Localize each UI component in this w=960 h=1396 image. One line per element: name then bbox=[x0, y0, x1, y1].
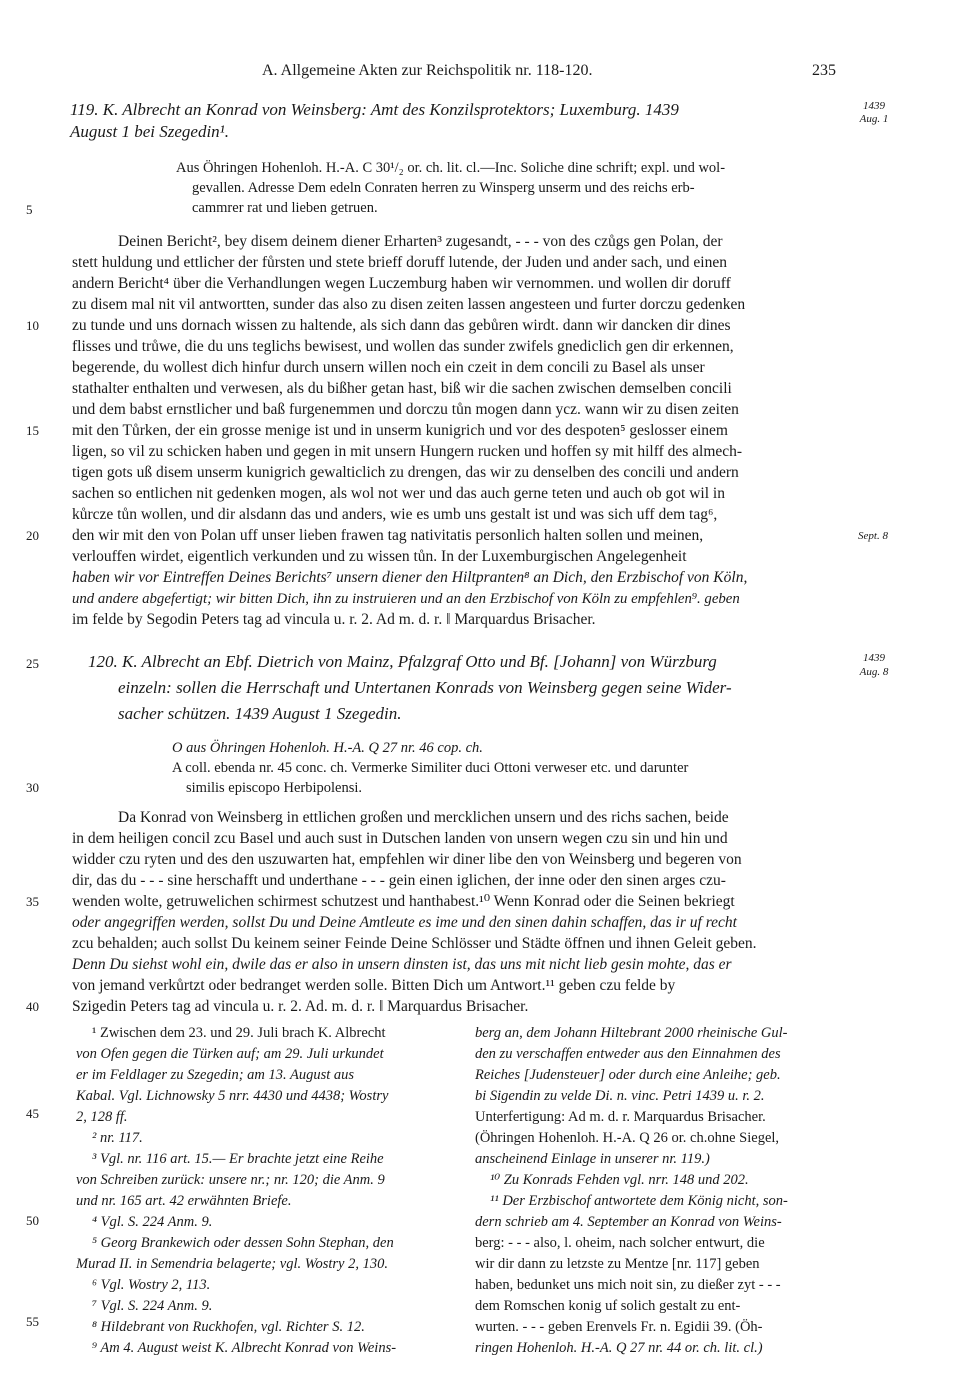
doc119-body-line: flisses und trůwe, die du uns teglichs bewisest, und wollen das sunder zwifels gnediclich gen dir erkennen, bbox=[72, 338, 734, 355]
doc120-title-line: 120. K. Albrecht an Ebf. Dietrich von Mainz, Pfalzgraf Otto und Bf. [Johann] von Würzburg bbox=[88, 652, 717, 671]
doc120-body-line: oder angegriffen werden, sollst Du und Deine Amtleute es ime und den sinen dahin schaffen, das ir uf recht bbox=[72, 914, 737, 931]
footnote-line: dern schrieb am 4. September an Konrad von Weins- bbox=[475, 1214, 782, 1230]
footnote-line: ⁴ Vgl. S. 224 Anm. 9. bbox=[92, 1214, 213, 1230]
footnote-line: ⁸ Hildebrant von Ruckhofen, vgl. Richter S. 12. bbox=[92, 1319, 365, 1335]
footnote-line: ¹ Zwischen dem 23. und 29. Juli brach K. Albrecht bbox=[92, 1025, 386, 1041]
doc119-body-line: den wir mit den von Polan uff unser lieben frawen tag nativitatis personlich halten sollen und meinen, bbox=[72, 527, 704, 544]
footnote-line: er im Feldlager zu Szegedin; am 13. August aus bbox=[76, 1067, 355, 1083]
doc119-body-line: ligen, so vil zu schicken haben und gegen in mit unsern Hungern rucken und hoffen sy mit hilff des almech- bbox=[72, 443, 743, 460]
doc119-margin-sept: Sept. 8 bbox=[858, 530, 888, 542]
footnote-line: den zu verschaffen entweder aus den Einnahmen des bbox=[475, 1046, 781, 1062]
doc120-body-line: Szigedin Peters tag ad vincula u. r. 2. Ad. m. d. r. ‖ Marquardus Brisacher. bbox=[72, 998, 529, 1015]
footnote-line: (Öhringen Hohenloh. H.-A. Q 26 or. ch.ohne Siegel, bbox=[475, 1130, 780, 1146]
footnote-line: ⁷ Vgl. S. 224 Anm. 9. bbox=[92, 1298, 213, 1314]
doc119-body-line: sachen so entlichen nit gedenken mogen, als wol not wer und das auch gerne teten und auch ob got wil in bbox=[72, 485, 725, 502]
doc120-source-line: similis episcopo Herbipolensi. bbox=[186, 780, 362, 796]
doc119-source-line: cammrer rat und lieben getruen. bbox=[192, 200, 378, 216]
doc120-body-line: von jemand verkůrtzt oder bedranget werden solle. Bitten Dich um Antwort.¹¹ geben czu felde by bbox=[72, 977, 676, 994]
footnote-line: und nr. 165 art. 42 erwähnten Briefe. bbox=[76, 1193, 292, 1209]
line-number: 55 bbox=[26, 1314, 39, 1329]
doc119-body-line: mit den Tůrken, der ein grosse menige ist und in unserm kunigrich und vor des despoten⁵ geslosser einem bbox=[72, 422, 728, 439]
line-number: 50 bbox=[26, 1213, 39, 1228]
footnote-line: Unterfertigung: Ad m. d. r. Marquardus Brisacher. bbox=[475, 1109, 766, 1125]
footnote-line: von Ofen gegen die Türken auf; am 29. Juli urkundet bbox=[76, 1046, 384, 1062]
running-title: A. Allgemeine Akten zur Reichspolitik nr. 118-120. bbox=[262, 62, 593, 79]
doc119-body-line: andern Bericht⁴ über die Verhandlungen wegen Luczemburg haben wir vernommen. und wollen dir doruff bbox=[72, 275, 731, 292]
doc119-body-line: stathalter enthalten und verwesen, als du bißher getan hast, biß wir die sachen zwischen demselben concili bbox=[72, 380, 732, 397]
footnote-line: Murad II. in Semendria belagerte; vgl. Wostry 2, 130. bbox=[76, 1256, 388, 1272]
footnote-line: 2, 128 ff. bbox=[76, 1109, 128, 1125]
doc119-body-line: und andere abgefertigt; wir bitten Dich, ihn zu instruieren und an den Erzbischof von Köln zu empfehlen⁹. geben bbox=[72, 591, 740, 607]
footnote-line: ² nr. 117. bbox=[92, 1130, 143, 1146]
doc119-margin-year: 1439 bbox=[863, 100, 885, 112]
doc119-body-line: haben wir vor Eintreffen Deines Berichts⁷ unsern diener den Hiltpranten⁸ an Dich, den Erzbischof von Köln, bbox=[72, 569, 748, 586]
footnote-line: bi Sigendin zu velde Di. n. vinc. Petri 1439 u. r. 2. bbox=[475, 1088, 765, 1104]
doc119-title-line: 119. K. Albrecht an Konrad von Weinsberg: Amt des Konzilsprotektors; Luxemburg. 1439 bbox=[70, 100, 679, 119]
doc119-body-line: zu tunde und uns dornach wissen zu haltende, als sich dann das gebůren wirdt. dann wir dancken dir dines bbox=[72, 317, 731, 334]
doc119-body-line: kůrcze tůn wollen, und dir alsdann das und anders, wie es umb uns gestalt ist und was sich uff dem tag⁶, bbox=[72, 506, 718, 523]
line-number: 30 bbox=[26, 780, 39, 795]
footnote-line: berg an, dem Johann Hiltebrant 2000 rheinische Gul- bbox=[475, 1025, 788, 1041]
doc119-body-line: Deinen Bericht², bey disem deinem diener Erharten³ zugesandt, - - - von des czůgs gen Polan, der bbox=[118, 233, 723, 250]
doc120-margin-date: Aug. 8 bbox=[859, 666, 889, 678]
line-number: 20 bbox=[26, 528, 39, 543]
doc119-body-line: verlouffen wirdet, eigentlich verkunden und zu wissen tůn. In der Luxemburgischen Angelegenheit bbox=[72, 548, 687, 565]
doc119-source-line: Aus Öhringen Hohenloh. H.-A. C 30¹/₂ or. ch. lit. cl.—Inc. Soliche dine schrift; expl. und wol- bbox=[176, 160, 726, 176]
line-number: 5 bbox=[26, 202, 33, 217]
doc120-body-line: widder czu ryten und des den uszuwarten hat, empfehlen wir diner libe den von Weinsberg und begeren von bbox=[72, 851, 742, 868]
doc119-body-line: im felde by Segodin Peters tag ad vincula u. r. 2. Ad m. d. r. ‖ Marquardus Brisacher. bbox=[72, 611, 596, 628]
doc119-source-line: gevallen. Adresse Dem edeln Conraten herren zu Winsperg unserm und des reichs erb- bbox=[192, 180, 695, 196]
doc119-margin-date: Aug. 1 bbox=[859, 113, 889, 125]
footnote-line: ringen Hohenloh. H.-A. Q 27 nr. 44 or. ch. lit. cl.) bbox=[475, 1340, 763, 1356]
doc119-body-line: stett huldung und ettlicher der fůrsten und stete brieff doruff lutende, der Juden und ander sach, und einen bbox=[72, 254, 727, 271]
footnote-line: haben, bedunket uns mich noit sin, zu dießer zyt - - - bbox=[475, 1277, 781, 1293]
doc120-body-line: in dem heiligen concil zcu Basel und auch sust in Dutschen landen von unsern wegen czu sin und hin und bbox=[72, 830, 728, 847]
footnote-line: Kabal. Vgl. Lichnowsky 5 nrr. 4430 und 4438; Wostry bbox=[76, 1088, 389, 1104]
footnote-line: ¹⁰ Zu Konrads Fehden vgl. nrr. 148 und 202. bbox=[490, 1172, 749, 1188]
doc120-body-line: Da Konrad von Weinsberg in ettlichen großen und mercklichen unsern und des richs sachen, beide bbox=[118, 809, 729, 826]
doc120-source-line: A coll. ebenda nr. 45 conc. ch. Vermerke Similiter duci Ottoni verweser etc. und darunter bbox=[172, 760, 689, 776]
line-number: 45 bbox=[26, 1106, 39, 1121]
footnote-line: wir dir dann zu letzste zu Mentze [nr. 117] geben bbox=[475, 1256, 760, 1272]
doc120-body-line: zcu behalden; auch sollst Du keinem seiner Feinde Deine Schlösser und Städte öffnen und ihnen Geleit geben. bbox=[72, 935, 757, 952]
footnote-line: anscheinend Einlage in unserer nr. 119.) bbox=[475, 1151, 710, 1167]
doc119-title-line: August 1 bei Szegedin¹. bbox=[70, 122, 230, 141]
page-number: 235 bbox=[812, 62, 836, 79]
footnote-line: ⁶ Vgl. Wostry 2, 113. bbox=[92, 1277, 211, 1293]
doc120-body-line: Denn Du siehst wohl ein, dwile das er also in unsern dinsten ist, das uns mit nicht lieb gesin mohte, das er bbox=[72, 956, 732, 973]
footnote-line: ⁵ Georg Brankewich oder dessen Sohn Stephan, den bbox=[92, 1235, 394, 1251]
doc119-body-line: begerende, du wollest dich hinfur durch unsern willen noch ein czeit in dem concili zu Basel als unser bbox=[72, 359, 705, 376]
doc119-body-line: tigen gots uß disem unserm kunigrich gewalticlich zu drengen, das wir zu denselben des concili und andern bbox=[72, 464, 739, 481]
doc119-body-line: zu disem mal nit vil antwortten, sunder das also zu disen zeiten lassen angesteen und furter dorczu gedenken bbox=[72, 296, 746, 313]
footnote-line: dem Romschen konig uf solich gestalt zu ent- bbox=[475, 1298, 741, 1314]
doc120-title-line: einzeln: sollen die Herrschaft und Untertanen Konrads von Weinsberg gegen seine Wider- bbox=[118, 678, 732, 697]
doc120-title-line: sacher schützen. 1439 August 1 Szegedin. bbox=[118, 704, 402, 723]
footnote-line: wurten. - - - geben Erenvels Fr. n. Egidii 39. (Öh- bbox=[475, 1319, 763, 1335]
footnote-line: ¹¹ Der Erzbischof antwortete dem König nicht, son- bbox=[490, 1193, 788, 1209]
doc120-source-line: O aus Öhringen Hohenloh. H.-A. Q 27 nr. 46 cop. ch. bbox=[172, 740, 483, 756]
line-number: 35 bbox=[26, 894, 39, 909]
footnote-line: berg: - - - also, l. oheim, nach solcher entwurt, die bbox=[475, 1235, 765, 1251]
doc120-body-line: wenden wolte, getruwelichen schirmest schutzest und hanthabest.¹⁰ Wenn Konrad oder die Seinen bekriegt bbox=[72, 893, 735, 910]
footnote-line: ⁹ Am 4. August weist K. Albrecht Konrad von Weins- bbox=[92, 1340, 397, 1356]
footnote-line: Reiches [Judensteuer] oder durch eine Anleihe; geb. bbox=[475, 1067, 781, 1083]
doc119-body-line: und dem babst ernstlicher und baß furgenemmen und dorczu tůn mogen dann ycz. wann wir zu disen zeiten bbox=[72, 401, 739, 418]
footnote-line: ³ Vgl. nr. 116 art. 15.— Er brachte jetzt eine Reihe bbox=[92, 1151, 384, 1167]
line-number: 10 bbox=[26, 318, 39, 333]
line-number: 40 bbox=[26, 999, 39, 1014]
line-number: 15 bbox=[26, 423, 39, 438]
footnote-line: von Schreiben zurück: unsere nr.; nr. 120; die Anm. 9 bbox=[76, 1172, 385, 1188]
line-number: 25 bbox=[26, 656, 39, 671]
doc120-margin-year: 1439 bbox=[863, 652, 885, 664]
doc120-body-line: dir, das du - - - sine herschafft und underthane - - - gein einen iglichen, der inne oder den sinen arges czu- bbox=[72, 872, 726, 889]
